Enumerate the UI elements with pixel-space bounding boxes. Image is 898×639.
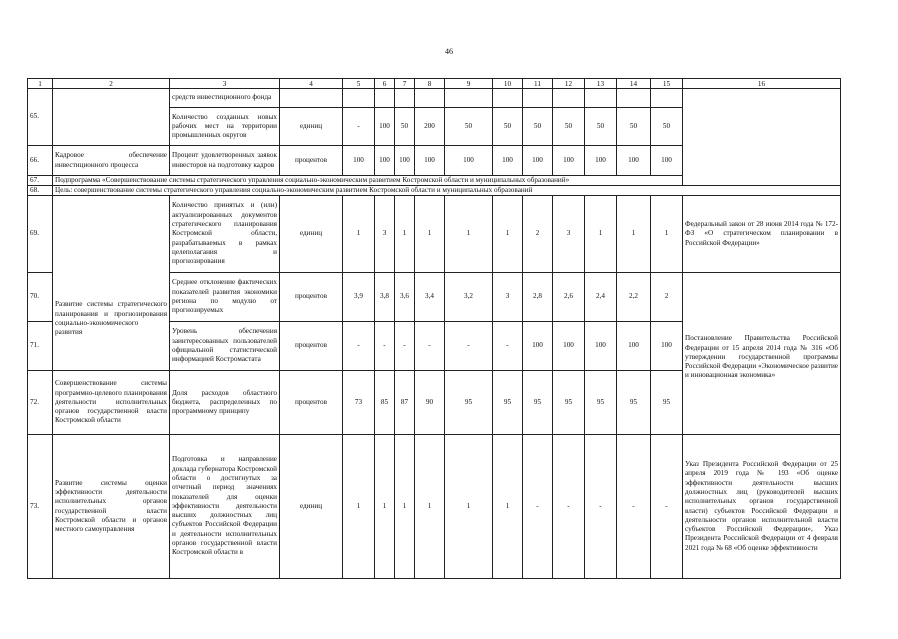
value-cell: 1 bbox=[343, 435, 375, 579]
value-cell: 1 bbox=[343, 196, 375, 273]
unit-cell: единиц bbox=[280, 108, 343, 146]
indicator-cell: Среднее отклонение фактических показателей развития экономики региона по модулю от прогнозируемых bbox=[170, 273, 280, 322]
value-cell: - bbox=[585, 435, 617, 579]
header-cell: 4 bbox=[280, 79, 343, 89]
row-number: 65. bbox=[28, 89, 53, 146]
header-cell: 2 bbox=[53, 79, 170, 89]
value-cell: 3,6 bbox=[395, 273, 415, 322]
value-cell: 1 bbox=[493, 435, 523, 579]
value-cell: 3 bbox=[493, 273, 523, 322]
row-number: 66. bbox=[28, 146, 53, 176]
goal-title: Цель: совершенствование системы стратегического управления социально-экономическим развитием Костромской области и муниципальных образований bbox=[53, 186, 841, 196]
value-cell: 95 bbox=[523, 371, 553, 435]
value-cell: 1 bbox=[493, 196, 523, 273]
value-cell: 100 bbox=[651, 146, 683, 176]
header-cell: 6 bbox=[375, 79, 395, 89]
value-cell: 1 bbox=[375, 435, 395, 579]
value-cell: 95 bbox=[651, 371, 683, 435]
row-number: 69. bbox=[28, 196, 53, 273]
value-cell: 100 bbox=[375, 146, 395, 176]
indicators-table bbox=[27, 78, 841, 579]
basis-cell bbox=[683, 89, 841, 186]
value-cell: 100 bbox=[343, 146, 375, 176]
value-cell: 2 bbox=[523, 196, 553, 273]
table-row bbox=[28, 435, 841, 579]
value-cell: - bbox=[445, 322, 493, 371]
value-cell: - bbox=[415, 322, 445, 371]
value-cell: 50 bbox=[651, 108, 683, 146]
value-cell: 50 bbox=[493, 108, 523, 146]
activity-text: Развитие системы стратегического планирования и прогнозирования социально-экономического развития bbox=[55, 300, 167, 337]
value-cell: - bbox=[375, 322, 395, 371]
value-cell: 2,2 bbox=[617, 273, 651, 322]
activity-cell: Развитие системы оценки эффективности деятельности исполнительных органов государственной власти Костромской области и органов местного самоуправления bbox=[53, 435, 170, 579]
indicator-cell: Уровень обеспечения заинтересованных пользователей официальной статистической информацией Костромастата bbox=[170, 322, 280, 371]
value-cell: 2,8 bbox=[523, 273, 553, 322]
indicator-cell: средств инвестиционного фонда bbox=[170, 89, 280, 108]
unit-cell: процентов bbox=[280, 146, 343, 176]
value-cell: 2,4 bbox=[585, 273, 617, 322]
value-cell: 95 bbox=[493, 371, 523, 435]
value-cell: - bbox=[617, 435, 651, 579]
value-cell: - bbox=[395, 322, 415, 371]
value-cell: 1 bbox=[617, 196, 651, 273]
unit-cell: процентов bbox=[280, 273, 343, 322]
value-cell: 100 bbox=[585, 322, 617, 371]
value-cell: 1 bbox=[445, 196, 493, 273]
unit-cell: единиц bbox=[280, 196, 343, 273]
activity-cell: Кадровое обеспечение инвестиционного процесса bbox=[53, 146, 170, 176]
value-cell: 2 bbox=[651, 273, 683, 322]
activity-cell: Совершенствование системы программно-целевого планирования деятельности исполнительных органов государственной власти Костромской области bbox=[53, 371, 170, 435]
header-cell: 8 bbox=[415, 79, 445, 89]
row-number: 72. bbox=[28, 371, 53, 435]
unit-cell: единиц bbox=[280, 435, 343, 579]
value-cell: 1 bbox=[445, 435, 493, 579]
indicator-cell: Количество принятых и (или) актуализированных документов стратегического планирования Костромской области, разрабатываемых в рамках целеполагания и прогнозирования bbox=[170, 196, 280, 273]
value-cell: 3,8 bbox=[375, 273, 395, 322]
indicator-cell: Количество созданных новых рабочих мест на территории промышленных округов bbox=[170, 108, 280, 146]
value-cell: 3 bbox=[553, 196, 585, 273]
value-cell: 50 bbox=[617, 108, 651, 146]
value-cell: 100 bbox=[553, 322, 585, 371]
value-cell: 1 bbox=[395, 196, 415, 273]
value-cell: 95 bbox=[617, 371, 651, 435]
activity-cell bbox=[53, 196, 170, 371]
value-cell: 100 bbox=[395, 146, 415, 176]
value-cell: 2,6 bbox=[553, 273, 585, 322]
basis-cell: Указ Президента Российской Федерации от 25 апреля 2019 года № 193 «Об оценке эффективности деятельности высших должностных лиц (руководителей высших исполнительных органов государственной власти) субъектов Российской Федерации и деятельности органов исполнительной власти субъектов Российской Федерации», Указ Президента Российской Федерации от 4 февраля 2021 года № 68 «Об оценке эффективности bbox=[683, 435, 841, 579]
header-cell: 11 bbox=[523, 79, 553, 89]
value-cell: - bbox=[343, 108, 375, 146]
header-cell: 3 bbox=[170, 79, 280, 89]
value-cell: 3 bbox=[375, 196, 395, 273]
value-cell: 100 bbox=[553, 146, 585, 176]
value-cell: 100 bbox=[493, 146, 523, 176]
value-cell: 95 bbox=[585, 371, 617, 435]
value-cell: 1 bbox=[415, 435, 445, 579]
header-cell: 1 bbox=[28, 79, 53, 89]
value-cell: 90 bbox=[415, 371, 445, 435]
header-cell: 13 bbox=[585, 79, 617, 89]
value-cell: 100 bbox=[445, 146, 493, 176]
value-cell: 50 bbox=[523, 108, 553, 146]
value-cell: 1 bbox=[415, 196, 445, 273]
value-cell: 95 bbox=[445, 371, 493, 435]
value-cell: 100 bbox=[523, 146, 553, 176]
header-cell: 15 bbox=[651, 79, 683, 89]
value-cell: 100 bbox=[585, 146, 617, 176]
indicator-cell: Доля расходов областного бюджета, распределенных по программному принципу bbox=[170, 371, 280, 435]
value-cell: 50 bbox=[395, 108, 415, 146]
table-row bbox=[28, 89, 841, 108]
header-cell: 12 bbox=[553, 79, 585, 89]
value-cell: 95 bbox=[553, 371, 585, 435]
value-cell: 50 bbox=[445, 108, 493, 146]
value-cell: 50 bbox=[585, 108, 617, 146]
basis-cell: Федеральный закон от 28 июня 2014 года № 172-ФЗ «О стратегическом планировании в Российской Федерации» bbox=[683, 196, 841, 273]
value-cell: 100 bbox=[523, 322, 553, 371]
value-cell: 1 bbox=[395, 435, 415, 579]
header-cell: 9 bbox=[445, 79, 493, 89]
value-cell: 50 bbox=[553, 108, 585, 146]
header-cell: 14 bbox=[617, 79, 651, 89]
value-cell: 100 bbox=[617, 322, 651, 371]
unit-cell: процентов bbox=[280, 322, 343, 371]
value-cell: 100 bbox=[415, 146, 445, 176]
table-row bbox=[28, 196, 841, 273]
row-number: 71. bbox=[28, 322, 53, 371]
row-number: 67. bbox=[28, 176, 53, 186]
value-cell: 87 bbox=[395, 371, 415, 435]
value-cell: 200 bbox=[415, 108, 445, 146]
goal-row bbox=[28, 186, 841, 196]
indicator-cell: Подготовка и направление доклада губернатора Костромской области о достигнутых за отчетный период значениях показателей для оценки эффективности деятельности высших должностных лиц субъектов Российской Федерации и деятельности исполнительных органов государственной власти Костромской области в bbox=[170, 435, 280, 579]
value-cell: 3,2 bbox=[445, 273, 493, 322]
value-cell: - bbox=[343, 322, 375, 371]
basis-text: Постановление Правительства Российской Федерации от 15 апреля 2014 года № 316 «Об утверждении государственной программы Российской Федерации «Экономическое развитие и инновационная экономика» bbox=[685, 334, 838, 380]
value-cell: 3,4 bbox=[415, 273, 445, 322]
value-cell: 1 bbox=[585, 196, 617, 273]
value-cell: - bbox=[553, 435, 585, 579]
value-cell: - bbox=[651, 435, 683, 579]
row-number: 73. bbox=[28, 435, 53, 579]
page-number: 46 bbox=[445, 47, 453, 56]
unit-cell: процентов bbox=[280, 371, 343, 435]
value-cell: 3,9 bbox=[343, 273, 375, 322]
value-cell: - bbox=[493, 322, 523, 371]
value-cell: 100 bbox=[651, 322, 683, 371]
value-cell: - bbox=[523, 435, 553, 579]
value-cell: 85 bbox=[375, 371, 395, 435]
value-cell: 100 bbox=[617, 146, 651, 176]
row-number: 70. bbox=[28, 273, 53, 322]
header-cell: 16 bbox=[683, 79, 841, 89]
basis-cell bbox=[683, 273, 841, 435]
header-cell: 7 bbox=[395, 79, 415, 89]
subprogram-row bbox=[28, 176, 841, 186]
indicator-cell: Процент удовлетворенных заявок инвесторов на подготовку кадров bbox=[170, 146, 280, 176]
value-cell: 1 bbox=[651, 196, 683, 273]
activity-cell bbox=[53, 89, 170, 146]
subprogram-title: Подпрограмма «Совершенствование системы стратегического управления социально-экономическим развитием Костромской области и муниципальных образований» bbox=[53, 176, 841, 186]
header-cell: 5 bbox=[343, 79, 375, 89]
header-cell: 10 bbox=[493, 79, 523, 89]
value-cell: 73 bbox=[343, 371, 375, 435]
row-number: 68. bbox=[28, 186, 53, 196]
value-cell: 100 bbox=[375, 108, 395, 146]
header-row bbox=[28, 79, 841, 89]
